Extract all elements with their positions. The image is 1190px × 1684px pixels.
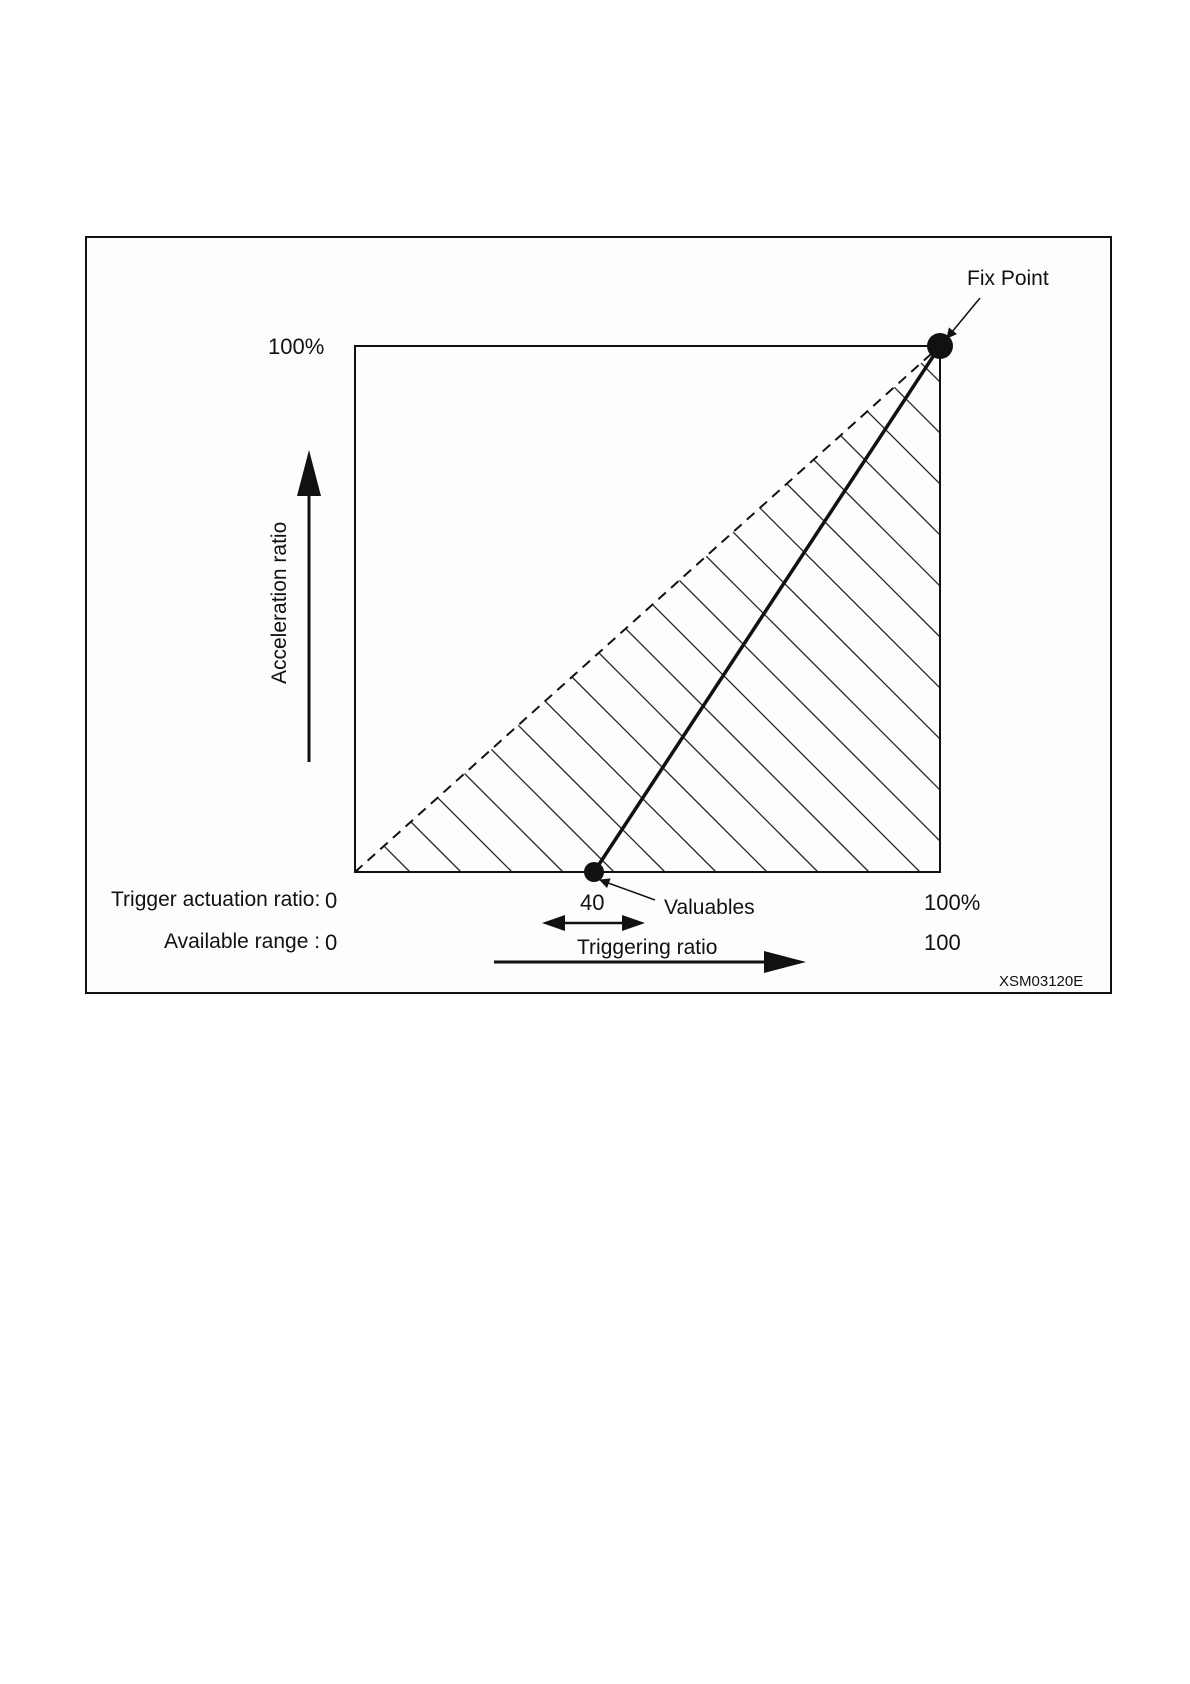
hatch-line — [422, 272, 1022, 872]
hatch-line — [0, 272, 206, 872]
valuable-point-marker — [584, 862, 604, 882]
range-arrow-left-icon — [542, 915, 565, 931]
x-axis-arrowhead-icon — [764, 951, 806, 973]
hatch-line — [881, 272, 1190, 872]
available-range-label: Available range : — [164, 930, 321, 953]
fix-point-leader — [947, 298, 980, 338]
hatch-line — [0, 272, 410, 872]
hatch-line — [677, 272, 1190, 872]
hatch-line — [473, 272, 1073, 872]
hatch-line — [65, 272, 665, 872]
y-axis-arrowhead-icon — [297, 450, 321, 496]
hatch-line — [371, 272, 971, 872]
hatch-line — [0, 272, 461, 872]
fix-point-label: Fix Point — [967, 267, 1049, 290]
y-top-tick-label: 100% — [268, 334, 325, 359]
y-axis-label: Acceleration ratio — [268, 521, 291, 684]
valuable-point-value: 40 — [580, 890, 605, 915]
valuables-leader — [600, 880, 655, 900]
hatch-line — [167, 272, 767, 872]
hatch-line — [0, 272, 359, 872]
hatched-region — [0, 272, 1190, 872]
trigger-actuation-start: 0 — [325, 888, 338, 913]
hatch-line — [0, 272, 155, 872]
x-axis-label: Triggering ratio — [577, 936, 718, 959]
hatch-line — [830, 272, 1190, 872]
trigger-actuation-end: 100% — [924, 890, 981, 915]
figure-code: XSM03120E — [999, 973, 1084, 990]
hatch-line — [0, 272, 257, 872]
hatch-line — [728, 272, 1190, 872]
hatch-line — [575, 272, 1175, 872]
hatch-line — [320, 272, 920, 872]
hatch-line — [626, 272, 1190, 872]
valuables-label: Valuables — [664, 896, 755, 919]
characteristic-line — [594, 346, 940, 872]
hatch-line — [269, 272, 869, 872]
available-range-start: 0 — [325, 930, 338, 955]
fix-point-marker — [927, 333, 953, 359]
range-arrow-right-icon — [622, 915, 645, 931]
hatch-line — [116, 272, 716, 872]
hatch-line — [0, 272, 512, 872]
available-range-end: 100 — [924, 930, 961, 955]
hatch-line — [932, 272, 1190, 872]
hatch-line — [14, 272, 614, 872]
trigger-actuation-label: Trigger actuation ratio: — [111, 888, 321, 911]
hatch-line — [524, 272, 1124, 872]
hatch-line — [0, 272, 308, 872]
hatch-line — [779, 272, 1190, 872]
